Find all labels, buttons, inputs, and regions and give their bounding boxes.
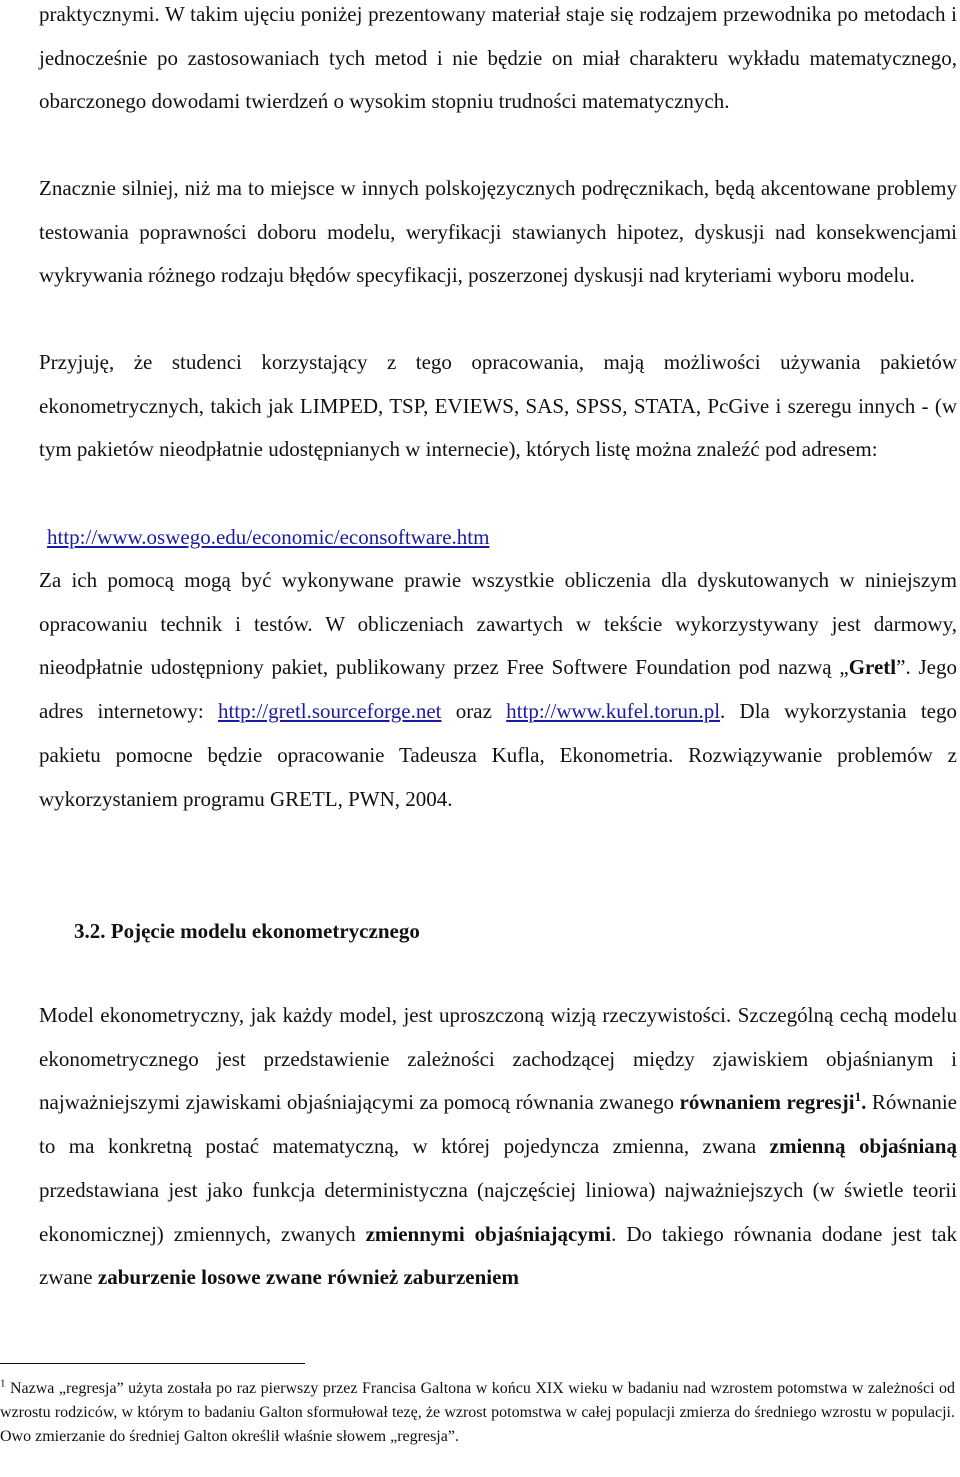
- gretl-text-d: . Dla wykorzystania tego pakietu pomocne będzie opracowanie Tadeusza Kufla, Ekonometria. Rozwiązywanie problemów z wykorzystaniem programu GRETL, PWN, 2004.: [39, 699, 957, 811]
- model-text-c: Równanie to ma konkretną postać matematyczną, w której pojedyncza zmienna, zwana: [39, 1090, 957, 1159]
- footnote-text: Nazwa „regresja” użyta została po raz pierwszy przez Francisa Galtona w końcu XIX wieku w badaniu nad wzrostem potomstwa w zależności od wzrostu rodziców, w którym to badaniu Galton sformułował tezę, że wzrost potomstwa w całej populacji zmierza do średniego wzrostu w populacji. Owo zmierzanie do średniej Galton określił właśnie słowem „regresja”.: [0, 1380, 955, 1445]
- term-zmienne-objasniajace: zmiennymi objaśniającymi: [365, 1221, 612, 1246]
- term-zmienna-objasniana: zmienną objaśnianą: [769, 1134, 957, 1159]
- footnote: [0, 1377, 955, 1449]
- footnote-number: 1: [0, 1377, 6, 1390]
- term-zaburzenie-losowe: zaburzenie losowe zwane również zaburzeniem: [97, 1265, 519, 1290]
- paragraph-testing-emphasis: Znacznie silniej, niż ma to miejsce w innych polskojęzycznych podręcznikach, będą akcentowane problemy testowania poprawności doboru modelu, weryfikacji stawianych hipotez, dyskusji nad konsekwencjami wykrywania różnego rodzaju błędów specyfikacji, poszerzonej dyskusji nad kryteriami wyboru modelu.: [39, 176, 957, 288]
- gretl-text-c: oraz: [441, 699, 507, 724]
- section-heading: 3.2. Pojęcie modelu ekonometrycznego: [74, 919, 420, 943]
- model-text-d: przedstawiana jest jako funkcja deterministyczna (najczęściej liniowa) najważniejszych (w świetle teorii ekonomicznej) zmiennych, zwanych: [39, 1177, 957, 1246]
- paragraph-gretl: [39, 559, 957, 821]
- footnote-separator: [0, 1363, 305, 1364]
- footnote-ref-1[interactable]: 1: [854, 1089, 862, 1105]
- model-text-a: Model ekonometryczny, jak każdy model, jest uproszczoną wizją rzeczywistości. Szczególną cechą modelu ekonometrycznego jest przedstawienie zależności zachodzącej między zjawiskiem objaśnianym i najważniejszymi zjawiskami objaśniającymi za pomocą równania zwanego: [39, 1003, 957, 1115]
- link-gretl-sourceforge[interactable]: http://gretl.sourceforge.net: [217, 699, 442, 724]
- link-kufel[interactable]: http://www.kufel.torun.pl: [506, 699, 721, 724]
- link-econsoftware[interactable]: http://www.oswego.edu/economic/econsoftware.htm: [47, 525, 490, 549]
- term-rownanie-regresji: równaniem regresji: [679, 1090, 855, 1115]
- paragraph-model-definition: [39, 994, 957, 1300]
- paragraph-intro-end: praktycznymi. W takim ujęciu poniżej prezentowany materiał staje się rodzajem przewodnika po metodach i jednocześnie po zastosowaniach tych metod i nie będzie on miał charakteru wykładu matematycznego, obarczonego dowodami twierdzeń o wysokim stopniu trudności matematycznych.: [39, 2, 957, 114]
- model-text-e: . Do takiego równania dodane jest tak zwane: [39, 1221, 957, 1290]
- gretl-text-b: ”. Jego adres internetowy:: [39, 655, 957, 724]
- paragraph-software-packages: Przyjuję, że studenci korzystający z tego opracowania, mają możliwości używania pakietów ekonometrycznych, takich jak LIMPED, TSP, EVIEWS, SAS, SPSS, STATA, PcGive i szeregu innych - (w tym pakietów nieodpłatnie udostępnianych w internecie), których listę można znaleźć pod adresem:: [39, 350, 957, 462]
- term-dot: .: [861, 1090, 867, 1115]
- gretl-name: Gretl: [848, 655, 897, 680]
- gretl-text-a: Za ich pomocą mogą być wykonywane prawie wszystkie obliczenia dla dyskutowanych w niniejszym opracowaniu technik i testów. W obliczeniach zawartych w tekście wykorzystywany jest darmowy, nieodpłatnie udostępniony pakiet, publikowany przez Free Softwere Foundation pod nazwą „: [39, 568, 957, 680]
